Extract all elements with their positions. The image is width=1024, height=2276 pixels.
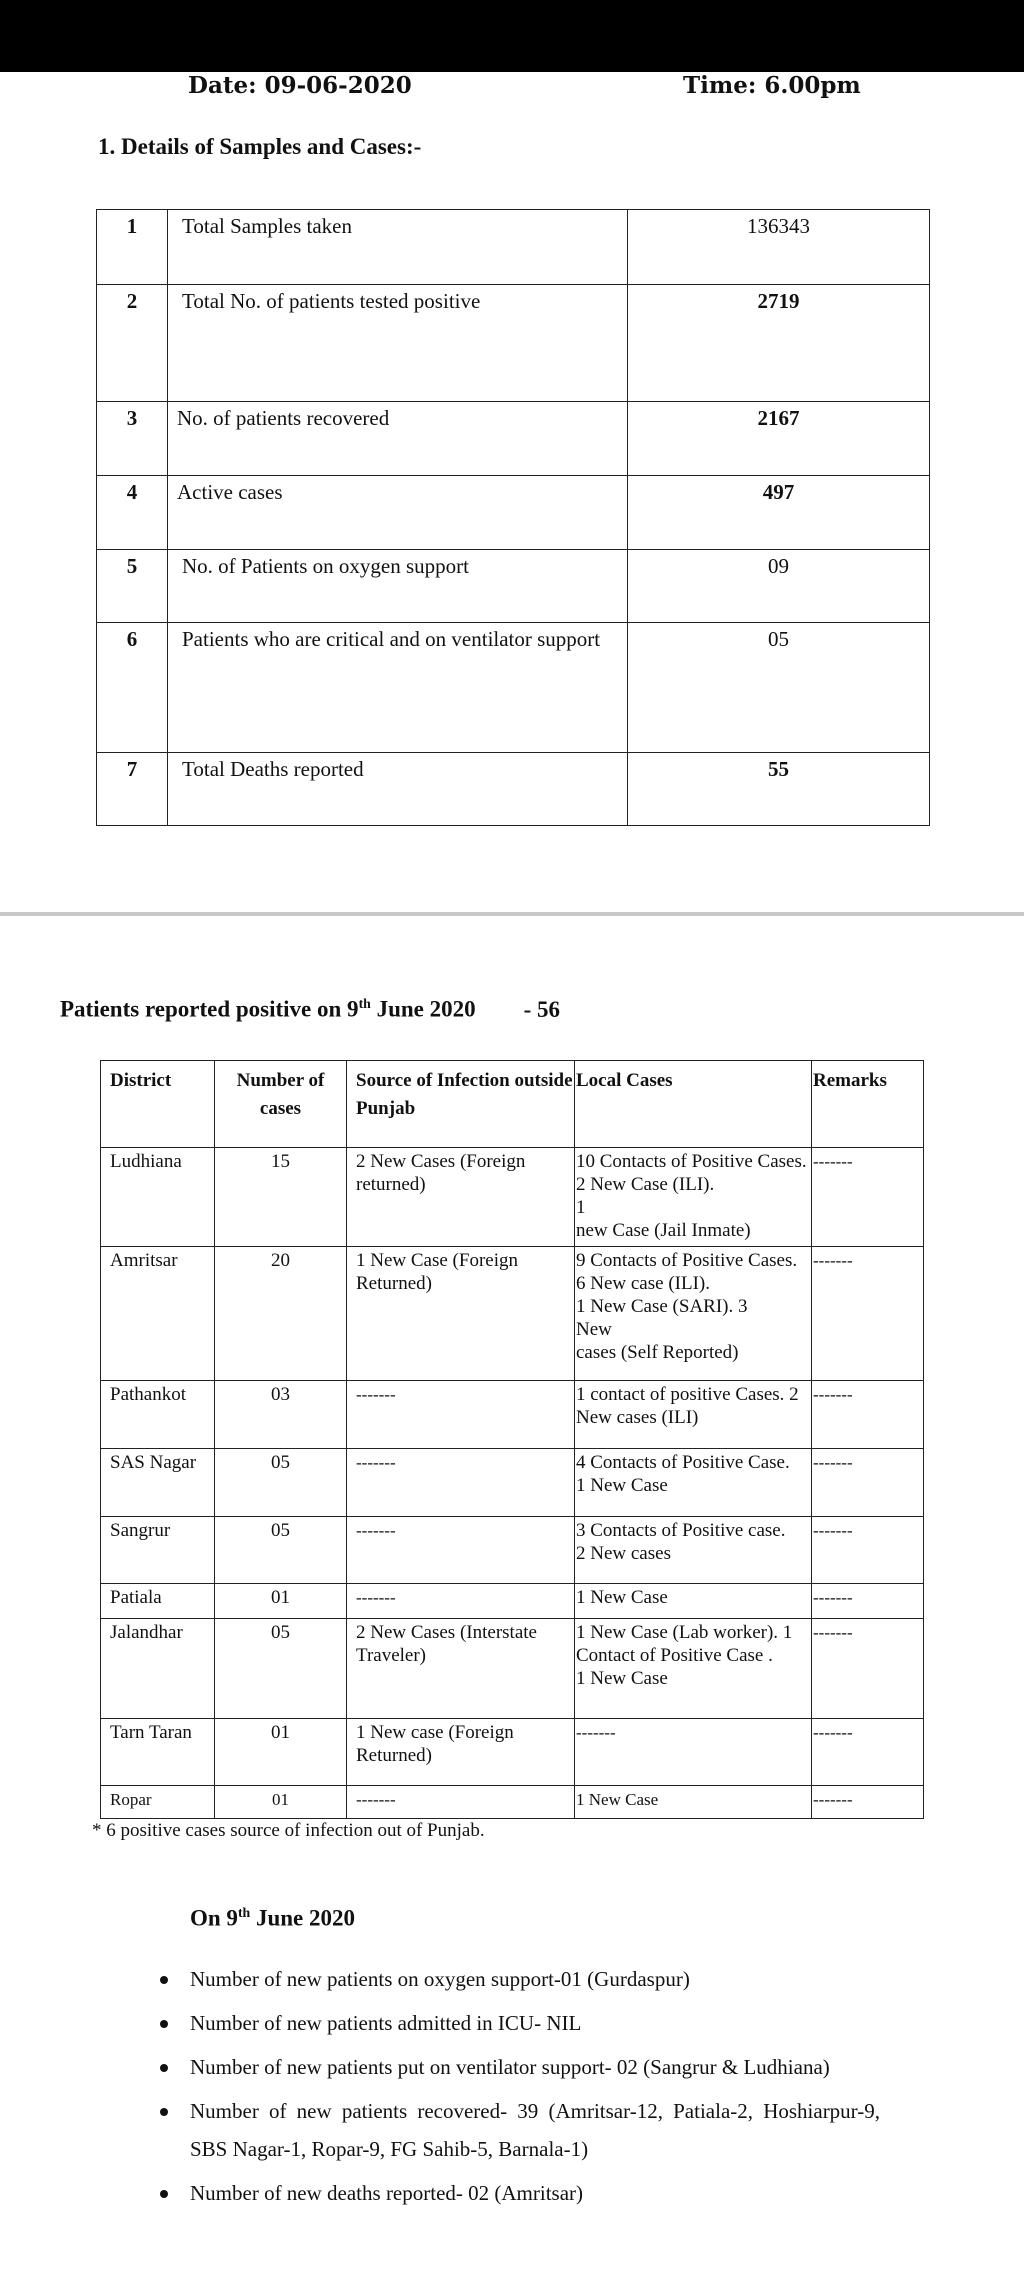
local-line: 1 New Case [576,1668,668,1689]
bullet-icon [160,2020,168,2028]
section2-count: - 56 [523,996,561,1022]
cell-cases: 01 [215,1584,347,1619]
local-line: cases (Self Reported) [576,1342,739,1363]
table-header-row [101,1061,924,1148]
bullet-text: Number of new patients recovered- 39 (Amritsar-12, Patiala-2, Hoshiarpur-9, SBS Nagar-1, Ropar-9, FG Sahib-5, Barnala-1) [190,2099,880,2161]
cell-district: Patiala [101,1584,215,1619]
table-row [101,1786,924,1819]
local-line: 1 New Case (Lab worker). 1 Contact of Positive Case . [576,1622,793,1666]
local-line: New [576,1319,612,1340]
cell-remarks: ------- [812,1584,924,1619]
bullet-icon [160,1976,168,1984]
cell-cases: 03 [215,1381,347,1449]
section3-title-date: June 2020 [250,1905,356,1931]
row-number: 5 [97,550,168,623]
local-line: 1 New Case [576,1587,668,1608]
section2-title-date: June 2020 [370,996,476,1022]
header-district: District [101,1061,215,1148]
cell-district: Amritsar [101,1247,215,1381]
local-line: 1 New Case (SARI). 3 [576,1296,748,1317]
cell-cases: 05 [215,1619,347,1719]
bullet-text: Number of new patients put on ventilator support- 02 (Sangrur & Ludhiana) [190,2055,830,2079]
samples-cases-table [96,209,930,826]
header-remarks: Remarks [812,1061,924,1148]
table-row [97,753,930,826]
bullet-text: Number of new patients on oxygen support-01 (Gurdaspur) [190,1967,690,1991]
cell-source: 1 New case (Foreign Returned) [347,1719,575,1786]
row-label: No. of Patients on oxygen support [168,550,628,623]
local-line: 10 Contacts of Positive Cases. 2 New Case (ILI). [576,1151,807,1195]
local-line: 1 [576,1197,586,1218]
cell-local [575,1381,812,1449]
row-label: Total No. of patients tested positive [168,285,628,402]
top-black-bar [0,0,1024,72]
table-row [97,550,930,623]
table-row [97,402,930,476]
cell-local [575,1786,812,1819]
bullet-text: Number of new patients admitted in ICU- NIL [190,2011,582,2035]
cell-source: 1 New Case (Foreign Returned) [347,1247,575,1381]
header-local: Local Cases [575,1061,812,1148]
local-line: 4 Contacts of Positive Case. [576,1452,790,1473]
local-line: 2 New cases [576,1543,671,1564]
cell-source: 2 New Cases (Interstate Traveler) [347,1619,575,1719]
row-value: 497 [628,476,930,550]
cell-source: ------- [347,1517,575,1584]
local-line: 1 New Case [576,1790,659,1809]
list-item [160,2092,880,2168]
row-number: 3 [97,402,168,476]
cell-remarks: ------- [812,1449,924,1517]
local-line: 1 New Case [576,1475,668,1496]
district-cases-table [100,1060,924,1819]
table-row [97,285,930,402]
row-label: Total Samples taken [168,210,628,285]
section2-title-sup: th [358,996,371,1011]
row-number: 6 [97,623,168,753]
cell-cases: 15 [215,1148,347,1247]
cell-remarks: ------- [812,1786,924,1819]
bullet-icon [160,2064,168,2072]
cell-district: Ropar [101,1786,215,1819]
row-value: 136343 [628,210,930,285]
cell-local [575,1449,812,1517]
local-line: ------- [576,1723,616,1742]
cell-remarks: ------- [812,1148,924,1247]
cell-source: ------- [347,1786,575,1819]
table-row [97,476,930,550]
summary-bullet-list [160,1960,880,2218]
cell-district: Sangrur [101,1517,215,1584]
cell-district: Pathankot [101,1381,215,1449]
cell-remarks: ------- [812,1247,924,1381]
cell-district: SAS Nagar [101,1449,215,1517]
cell-local [575,1719,812,1786]
row-label: Total Deaths reported [168,753,628,826]
cell-cases: 01 [215,1719,347,1786]
table-row [101,1619,924,1719]
cell-source: ------- [347,1381,575,1449]
table-row [101,1719,924,1786]
cell-local [575,1584,812,1619]
cell-cases: 05 [215,1449,347,1517]
section3-title-sup: th [237,1905,251,1920]
cell-cases: 20 [215,1247,347,1381]
row-label: Patients who are critical and on ventilator support [168,623,628,753]
row-value: 2167 [628,402,930,476]
table-row [101,1148,924,1247]
bullet-icon [160,2108,168,2116]
row-label: No. of patients recovered [168,402,628,476]
table-row [101,1584,924,1619]
table-row [101,1449,924,1517]
row-value: 09 [628,550,930,623]
list-item [160,1960,880,1998]
list-item [160,2174,880,2212]
local-line: 3 Contacts of Positive case. [576,1520,786,1541]
row-number: 1 [97,210,168,285]
cell-cases: 01 [215,1786,347,1819]
cell-remarks: ------- [812,1719,924,1786]
cell-local [575,1619,812,1719]
bullet-icon [160,2190,168,2198]
section3-title-text: On 9 [190,1905,238,1931]
header-cases: Number of cases [215,1061,347,1148]
row-value: 2719 [628,285,930,402]
cell-remarks: ------- [812,1381,924,1449]
cell-district: Ludhiana [101,1148,215,1247]
table-row [101,1247,924,1381]
cell-district: Jalandhar [101,1619,215,1719]
row-label: Active cases [168,476,628,550]
cell-district: Tarn Taran [101,1719,215,1786]
row-value: 05 [628,623,930,753]
row-number: 7 [97,753,168,826]
header-source: Source of Infection outside Punjab [347,1061,575,1148]
row-value: 55 [628,753,930,826]
cell-remarks: ------- [812,1619,924,1719]
page-divider [0,912,1024,916]
cell-cases: 05 [215,1517,347,1584]
table-row [97,623,930,753]
section2-title [60,996,560,1023]
report-time: Time: 6.00pm [683,72,861,99]
cell-source: ------- [347,1584,575,1619]
cell-local [575,1247,812,1381]
cell-source: 2 New Cases (Foreign returned) [347,1148,575,1247]
list-item [160,2004,880,2042]
cell-remarks: ------- [812,1517,924,1584]
list-item [160,2048,880,2086]
footnote: * 6 positive cases source of infection out of Punjab. [92,1820,485,1841]
local-line: 9 Contacts of Positive Cases. 6 New case (ILI). [576,1250,798,1294]
local-line: 1 contact of positive Cases. 2 New cases (ILI) [576,1384,799,1428]
bullet-text: Number of new deaths reported- 02 (Amritsar) [190,2181,584,2205]
cell-local [575,1517,812,1584]
table-row [101,1381,924,1449]
section3-title [190,1905,355,1932]
report-date: Date: 09-06-2020 [188,72,412,99]
local-line: new Case (Jail Inmate) [576,1220,751,1241]
cell-local [575,1148,812,1247]
section1-title: 1. Details of Samples and Cases:- [98,134,422,159]
cell-source: ------- [347,1449,575,1517]
table-row [97,210,930,285]
section2-title-text: Patients reported positive on 9 [60,996,359,1022]
table-row [101,1517,924,1584]
row-number: 4 [97,476,168,550]
row-number: 2 [97,285,168,402]
